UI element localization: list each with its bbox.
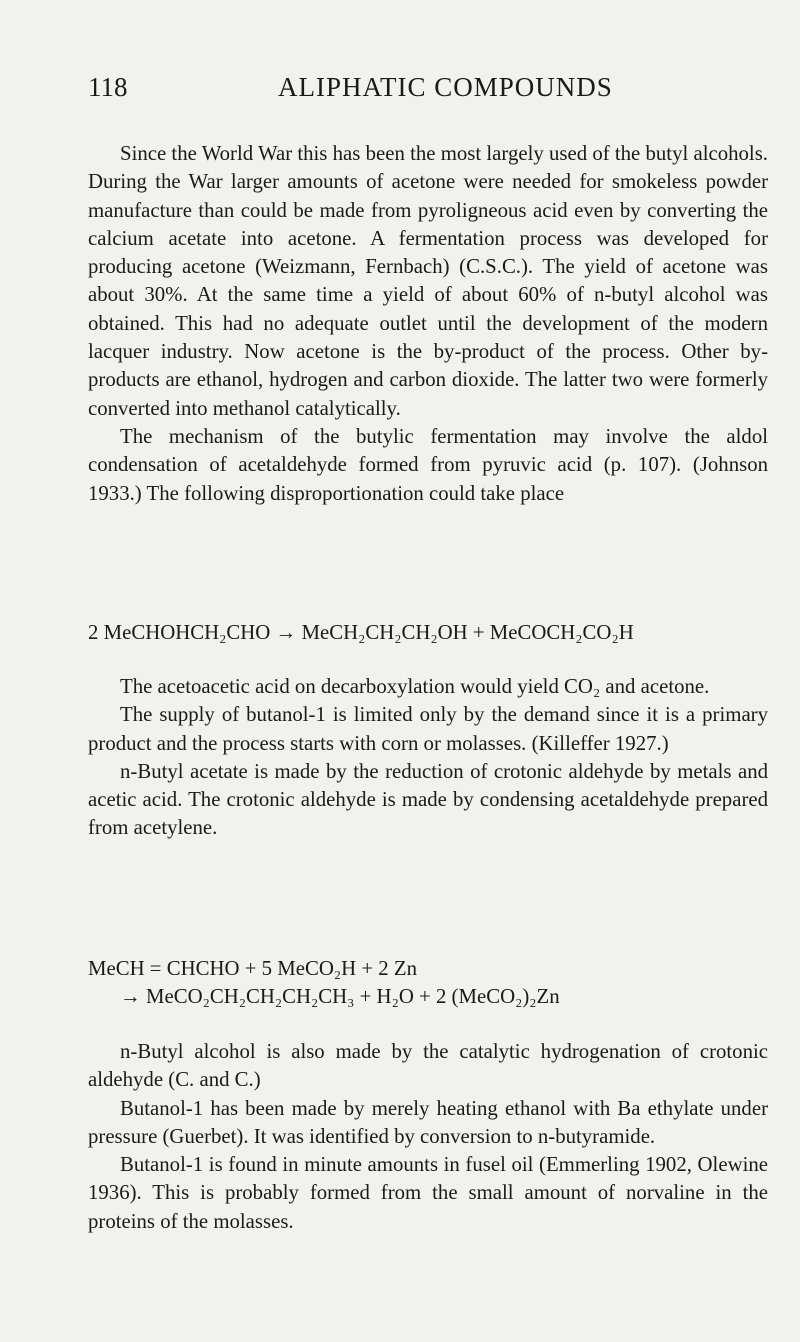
running-title: ALIPHATIC COMPOUNDS xyxy=(278,72,613,102)
equation-disproportionation: 2 MeCHOHCH₂CHO → MeCH₂CH₂CH₂OH + MeCOCH₂CO₂H xyxy=(88,621,634,644)
paragraph: n-Butyl acetate is made by the reduction of crotonic aldehyde by metals and acetic acid. The crotonic aldehyde is made by condensing acetaldehyde prepared from acetylene. xyxy=(88,759,768,840)
paragraph: Since the World War this has been the most largely used of the butyl alcohols. During the War larger amounts of acetone were needed for smokeless powder manufacture than could be made from pyroligneous acid even by converting the calcium acetate into acetone. A fermentation process was developed for producing acetone (Weizmann, Fernbach) (C.S.C.). The yield of acetone was about 30%. At the same time a yield of about 60% of n-butyl alcohol was obtained. This had no adequate outlet until the development of the modern lacquer industry. Now acetone is the by-product of the process. Other by-products are ethanol, hydrogen and carbon dioxide. The latter two were formerly converted into methanol catalytically. xyxy=(88,142,768,420)
paragraph: The acetoacetic acid on decarboxylation would yield CO₂ and acetone. xyxy=(120,675,710,698)
text-block-2 xyxy=(88,673,768,843)
equation-reduction-line2: → MeCO₂CH₂CH₂CH₂CH₃ + H₂O + 2 (MeCO₂)₂Zn xyxy=(120,985,560,1008)
paragraph: Butanol-1 has been made by merely heating ethanol with Ba ethylate under pressure (Guerbet). It was identified by conversion to n-butyramide. xyxy=(88,1096,768,1148)
paragraph: The mechanism of the butylic fermentation may involve the aldol condensation of acetaldehyde formed from pyruvic acid (p. 107). (Johnson 1933.) The following disproportionation could take place xyxy=(88,424,768,505)
text-block-1 xyxy=(88,140,768,508)
text-block-3 xyxy=(88,1038,768,1236)
page-header xyxy=(88,72,740,112)
paragraph: The supply of butanol-1 is limited only by the demand since it is a primary product and the process starts with corn or molasses. (Killeffer 1927.) xyxy=(88,703,768,755)
paragraph: n-Butyl alcohol is also made by the catalytic hydrogenation of crotonic aldehyde (C. and C.) xyxy=(88,1040,768,1092)
page-number: 118 xyxy=(88,72,128,102)
paragraph: Butanol-1 is found in minute amounts in fusel oil (Emmerling 1902, Olewine 1936). This is probably formed from the small amount of norvaline in the proteins of the molasses. xyxy=(88,1153,768,1233)
equation-reduction-line1: MeCH = CHCHO + 5 MeCO₂H + 2 Zn xyxy=(88,957,417,980)
